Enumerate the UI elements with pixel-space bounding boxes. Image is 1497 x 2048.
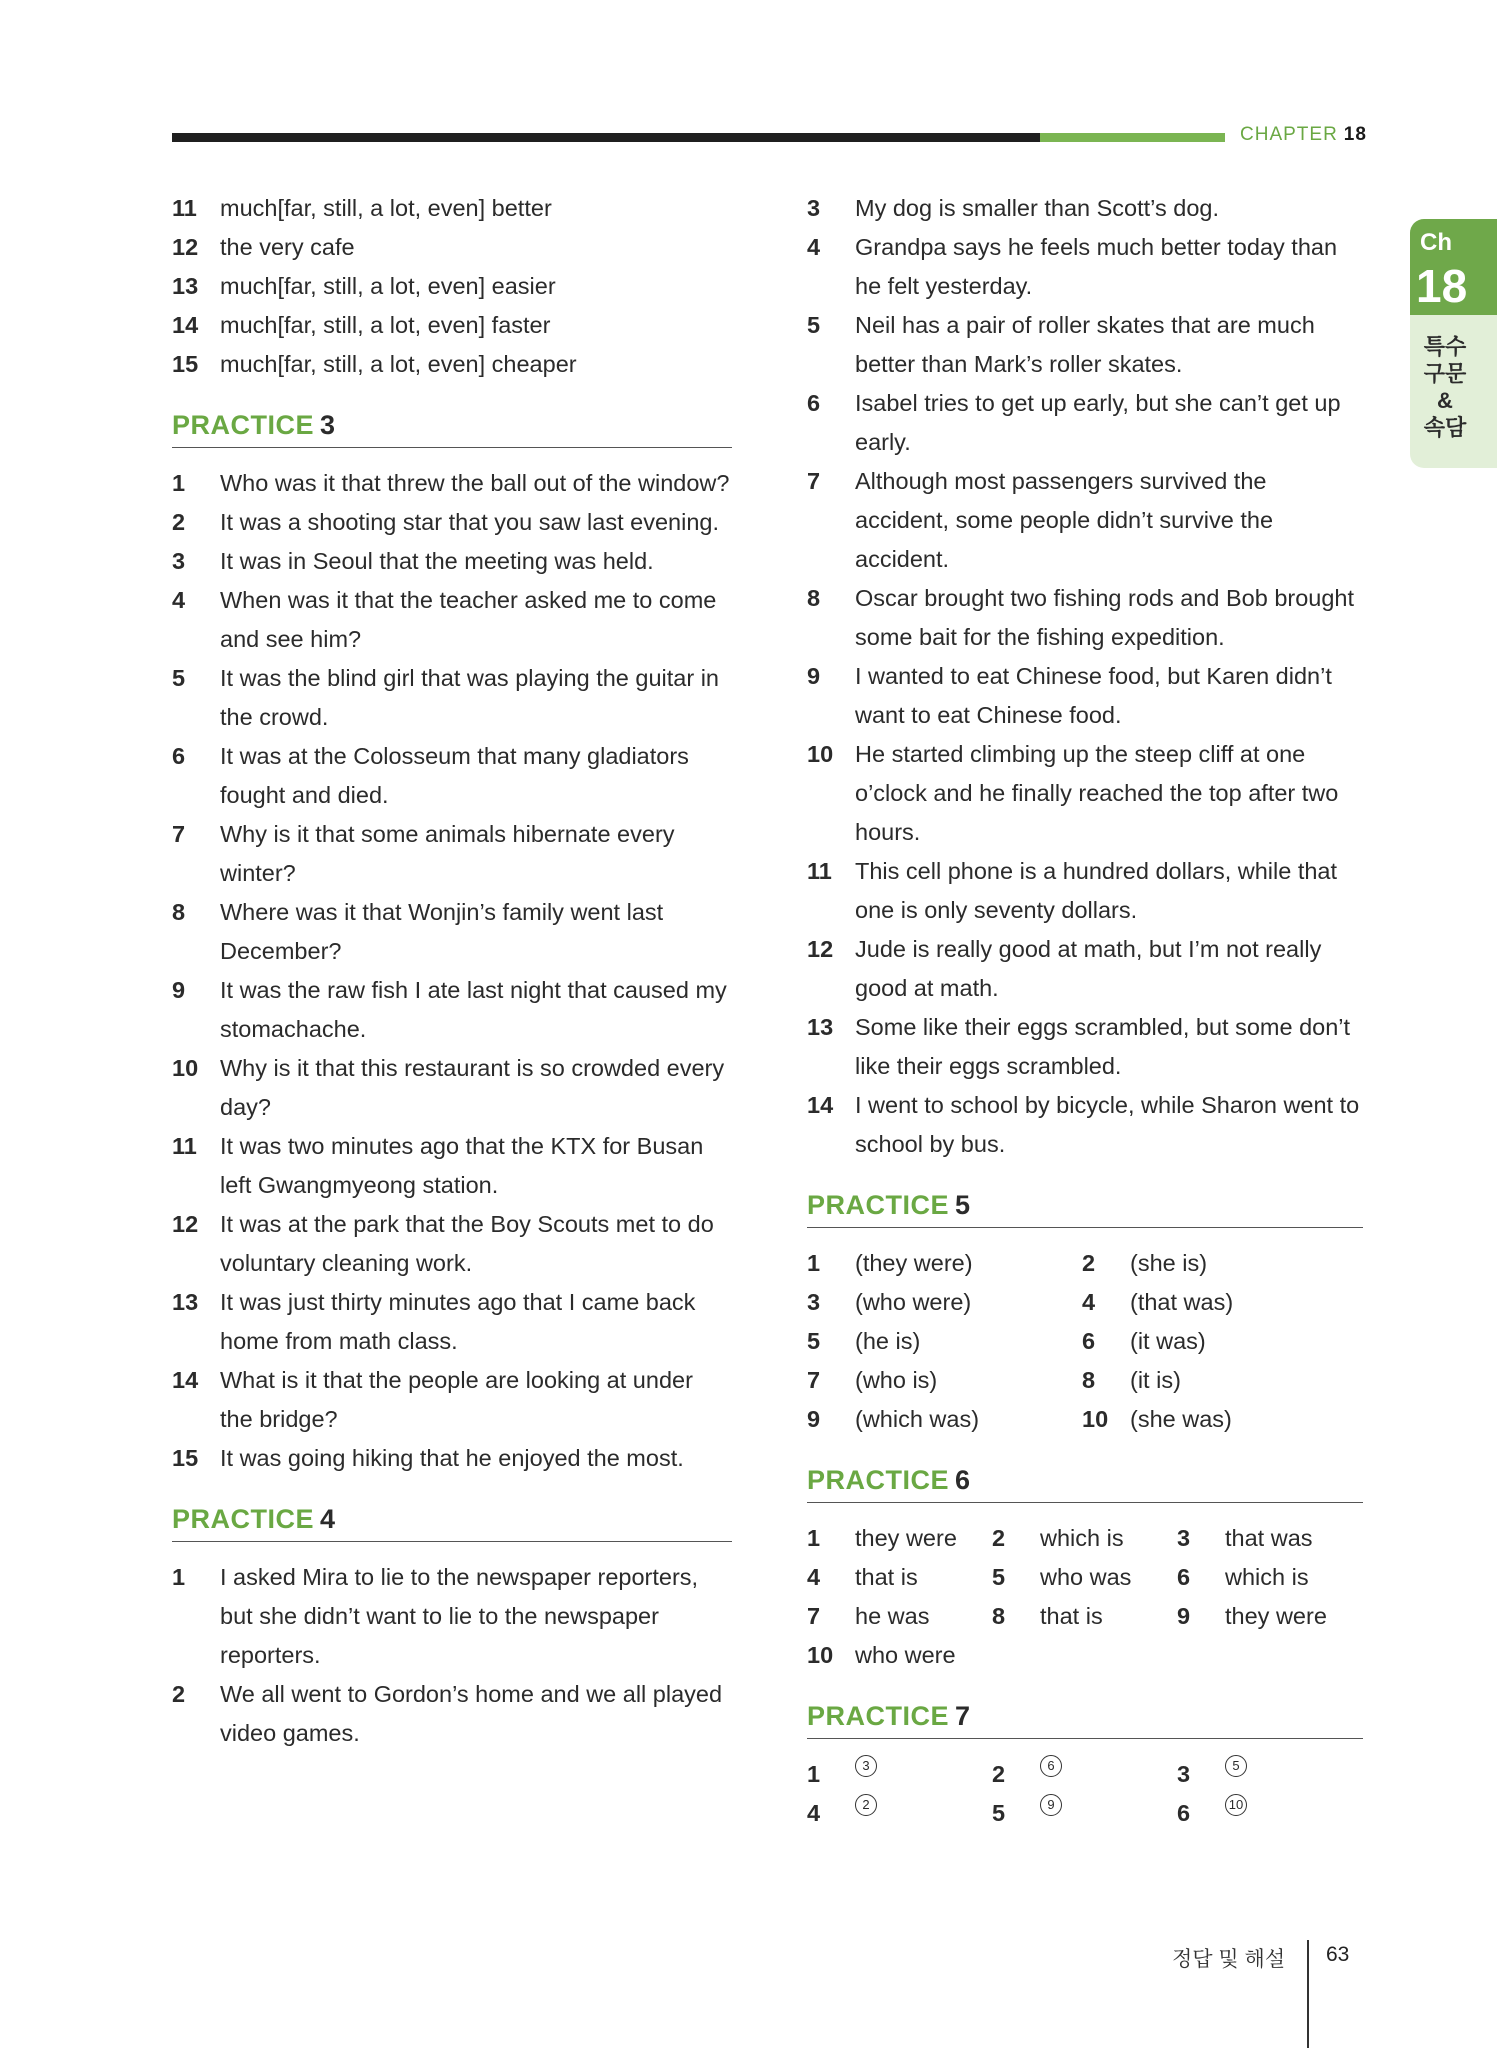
item-text: When was it that the teacher asked me to come and see him? [220, 587, 717, 652]
answer-cell [807, 1597, 992, 1636]
list-item [807, 930, 1363, 1008]
item-number: 8 [1082, 1367, 1096, 1393]
item-number: 2 [172, 1681, 186, 1707]
item-text: It was the raw fish I ate last night that caused my stomachache. [220, 977, 727, 1042]
circled-answer: 10 [1225, 1794, 1247, 1816]
list-item [807, 579, 1363, 657]
chapter-side-tab[interactable] [1410, 219, 1497, 468]
list-item [172, 189, 732, 228]
item-text: (which was) [855, 1406, 980, 1432]
item-text: It was going hiking that he enjoyed the most. [220, 1445, 684, 1471]
item-number: 3 [172, 548, 186, 574]
item-text: It was just thirty minutes ago that I came back home from math class. [220, 1289, 696, 1354]
answer-cell [807, 1361, 1082, 1400]
practice-7-heading [807, 1701, 1363, 1739]
list-item [172, 503, 732, 542]
list-item [172, 1361, 732, 1439]
item-number: 1 [807, 1761, 821, 1787]
answer-cell [807, 1283, 1082, 1322]
item-number: 13 [807, 1014, 834, 1040]
item-text: he was [855, 1603, 930, 1629]
side-tab-ch: Ch [1420, 229, 1452, 256]
item-number: 4 [807, 1800, 821, 1826]
side-tab-label: 특수 구문 & 속담 [1423, 334, 1467, 440]
list-item [172, 542, 732, 581]
answer-cell [807, 1794, 992, 1833]
item-number: 1 [172, 1564, 186, 1590]
item-text: that was [1225, 1525, 1313, 1551]
answer-cell [807, 1755, 992, 1794]
item-text: who was [1040, 1564, 1132, 1590]
item-text: (it is) [1130, 1367, 1181, 1393]
item-text: which is [1225, 1564, 1309, 1590]
practice-word: PRACTICE [807, 1701, 950, 1731]
item-number: 6 [1177, 1564, 1191, 1590]
practice-3-heading [172, 410, 732, 448]
practice-5-section [807, 1190, 1363, 1439]
item-number: 7 [807, 1367, 821, 1393]
item-number: 3 [1177, 1761, 1191, 1787]
item-text: It was a shooting star that you saw last evening. [220, 509, 719, 535]
item-text: He started climbing up the steep cliff at one o’clock and he finally reached the top after two hours. [855, 741, 1339, 845]
item-text: they were [1225, 1603, 1327, 1629]
item-text: who were [855, 1642, 956, 1668]
item-text: I asked Mira to lie to the newspaper reporters, but she didn’t want to lie to the newspaper reporters. [220, 1564, 699, 1668]
item-number: 9 [1177, 1603, 1191, 1629]
answer-cell [807, 1636, 992, 1675]
answer-cell [1082, 1322, 1357, 1361]
answer-list [172, 189, 732, 384]
item-text: (she was) [1130, 1406, 1232, 1432]
item-number: 12 [172, 1211, 199, 1237]
item-number: 13 [172, 273, 199, 299]
answer-cell [807, 1322, 1082, 1361]
circled-answer: 3 [855, 1755, 877, 1777]
item-text: (that was) [1130, 1289, 1234, 1315]
item-number: 5 [992, 1564, 1006, 1590]
item-text: Where was it that Wonjin’s family went last December? [220, 899, 664, 964]
answer-cell [1177, 1794, 1362, 1833]
list-item [172, 971, 732, 1049]
item-number: 5 [172, 665, 186, 691]
item-number: 5 [807, 1328, 821, 1354]
list-item [807, 306, 1363, 384]
header-rule-dark [172, 133, 1040, 142]
practice-number: 6 [955, 1465, 971, 1495]
item-number: 5 [807, 312, 821, 338]
list-item [172, 1558, 732, 1675]
chapter-number: 18 [1343, 124, 1367, 145]
answer-cell [807, 1519, 992, 1558]
item-number: 13 [172, 1289, 199, 1315]
item-text: It was in Seoul that the meeting was held. [220, 548, 654, 574]
answer-cell [807, 1244, 1082, 1283]
right-column [807, 189, 1363, 1833]
item-number: 3 [807, 195, 821, 221]
item-text: Jude is really good at math, but I’m not really good at math. [855, 936, 1322, 1001]
item-number: 1 [172, 470, 186, 496]
item-number: 10 [807, 741, 834, 767]
item-number: 1 [807, 1250, 821, 1276]
list-item [172, 1205, 732, 1283]
left-column [172, 189, 732, 1753]
item-number: 9 [807, 1406, 821, 1432]
item-text: Why is it that this restaurant is so crowded every day? [220, 1055, 725, 1120]
item-text: Who was it that threw the ball out of the window? [220, 470, 730, 496]
list-item [172, 464, 732, 503]
circled-answer: 5 [1225, 1755, 1247, 1777]
item-text: Neil has a pair of roller skates that are much better than Mark’s roller skates. [855, 312, 1315, 377]
item-text: much[far, still, a lot, even] easier [220, 273, 556, 299]
side-tab-header [1410, 219, 1497, 315]
answer-cell [807, 1558, 992, 1597]
list-item [172, 228, 732, 267]
item-number: 4 [807, 234, 821, 260]
list-item [172, 267, 732, 306]
list-item [172, 1675, 732, 1753]
practice-word: PRACTICE [807, 1465, 950, 1495]
item-text: Oscar brought two fishing rods and Bob brought some bait for the fishing expedition. [855, 585, 1355, 650]
item-number: 6 [172, 743, 186, 769]
practice-number: 7 [955, 1701, 971, 1731]
item-number: 6 [807, 390, 821, 416]
practice-5-heading [807, 1190, 1363, 1228]
item-number: 4 [807, 1564, 821, 1590]
practice-number: 4 [320, 1504, 336, 1534]
answer-cell [1082, 1244, 1357, 1283]
circled-answer: 2 [855, 1794, 877, 1816]
item-number: 2 [992, 1525, 1006, 1551]
answer-cell [807, 1400, 1082, 1439]
answer-cell [1177, 1755, 1362, 1794]
item-number: 8 [807, 585, 821, 611]
practice-word: PRACTICE [172, 410, 315, 440]
list-item [807, 1086, 1363, 1164]
item-number: 8 [172, 899, 186, 925]
list-item [172, 815, 732, 893]
item-number: 2 [172, 509, 186, 535]
answer-cell [1082, 1400, 1357, 1439]
item-number: 3 [807, 1289, 821, 1315]
item-text: Grandpa says he feels much better today than he felt yesterday. [855, 234, 1338, 299]
list-item [807, 852, 1363, 930]
item-number: 4 [1082, 1289, 1096, 1315]
list-item [807, 462, 1363, 579]
item-number: 1 [807, 1525, 821, 1551]
list-item [807, 657, 1363, 735]
item-number: 7 [172, 821, 186, 847]
item-number: 2 [992, 1761, 1006, 1787]
item-text: that is [855, 1564, 918, 1590]
practice-7-grid [807, 1755, 1363, 1833]
list-item [172, 306, 732, 345]
item-text: (who were) [855, 1289, 972, 1315]
circled-answer: 6 [1040, 1755, 1062, 1777]
list-item [172, 581, 732, 659]
item-text: I went to school by bicycle, while Sharon went to school by bus. [855, 1092, 1360, 1157]
item-text: much[far, still, a lot, even] faster [220, 312, 551, 338]
item-text: the very cafe [220, 234, 355, 260]
item-number: 6 [1082, 1328, 1096, 1354]
list-item [172, 893, 732, 971]
list-item [172, 1439, 732, 1478]
item-text: (he is) [855, 1328, 921, 1354]
practice-7-section [807, 1701, 1363, 1833]
circled-answer: 9 [1040, 1794, 1062, 1816]
answer-cell [1082, 1361, 1357, 1400]
item-text: Some like their eggs scrambled, but some don’t like their eggs scrambled. [855, 1014, 1351, 1079]
item-number: 15 [172, 1445, 199, 1471]
item-number: 11 [807, 858, 832, 884]
list-item [172, 659, 732, 737]
answer-list-continued [807, 189, 1363, 1164]
answer-cell [1177, 1519, 1362, 1558]
item-number: 8 [992, 1603, 1006, 1629]
item-text: much[far, still, a lot, even] better [220, 195, 552, 221]
item-number: 9 [807, 663, 821, 689]
practice-5-grid [807, 1244, 1363, 1439]
practice-word: PRACTICE [807, 1190, 950, 1220]
practice-4-section [172, 1504, 732, 1753]
header-rule-green [1040, 133, 1225, 142]
list-item [172, 1127, 732, 1205]
answer-cell [992, 1755, 1177, 1794]
item-text: What is it that the people are looking at under the bridge? [220, 1367, 693, 1432]
item-number: 6 [1177, 1800, 1191, 1826]
practice-6-grid [807, 1519, 1363, 1675]
item-text: It was at the Colosseum that many gladiators fought and died. [220, 743, 689, 808]
list-item [807, 228, 1363, 306]
footer-label: 정답 및 해설 [1172, 1948, 1286, 1971]
list-item [807, 189, 1363, 228]
item-number: 12 [172, 234, 199, 260]
item-number: 14 [172, 1367, 199, 1393]
answer-cell [992, 1519, 1177, 1558]
item-text: We all went to Gordon’s home and we all played video games. [220, 1681, 723, 1746]
list-item [172, 345, 732, 384]
item-text: Although most passengers survived the accident, some people didn’t survive the accident. [855, 468, 1274, 572]
answer-cell [992, 1794, 1177, 1833]
side-tab-number: 18 [1416, 260, 1468, 312]
list-item [172, 737, 732, 815]
item-number: 12 [807, 936, 834, 962]
item-number: 11 [172, 1133, 197, 1159]
practice-number: 3 [320, 410, 336, 440]
chapter-label [1240, 124, 1367, 146]
item-text: I wanted to eat Chinese food, but Karen didn’t want to eat Chinese food. [855, 663, 1332, 728]
list-item [172, 1049, 732, 1127]
answer-cell [992, 1558, 1177, 1597]
list-item [807, 384, 1363, 462]
item-text: It was at the park that the Boy Scouts met to do voluntary cleaning work. [220, 1211, 714, 1276]
list-item [807, 735, 1363, 852]
item-number: 14 [172, 312, 199, 338]
item-text: Isabel tries to get up early, but she can’t get up early. [855, 390, 1341, 455]
item-number: 15 [172, 351, 199, 377]
item-text: that is [1040, 1603, 1103, 1629]
item-number: 7 [807, 468, 821, 494]
practice-4-heading [172, 1504, 732, 1542]
practice-word: PRACTICE [172, 1504, 315, 1534]
item-text: they were [855, 1525, 957, 1551]
practice-number: 5 [955, 1190, 971, 1220]
chapter-word: CHAPTER [1240, 124, 1338, 145]
item-text: (they were) [855, 1250, 973, 1276]
item-text: It was the blind girl that was playing the guitar in the crowd. [220, 665, 719, 730]
answer-cell [1177, 1597, 1362, 1636]
item-number: 4 [172, 587, 186, 613]
answer-cell [992, 1597, 1177, 1636]
page-number: 63 [1326, 1943, 1350, 1966]
item-text: My dog is smaller than Scott’s dog. [855, 195, 1219, 221]
item-number: 14 [807, 1092, 834, 1118]
practice-3-section [172, 410, 732, 1478]
practice-6-heading [807, 1465, 1363, 1503]
item-text: This cell phone is a hundred dollars, while that one is only seventy dollars. [855, 858, 1338, 923]
footer-divider [1307, 1940, 1309, 2048]
list-item [172, 1283, 732, 1361]
item-number: 7 [807, 1603, 821, 1629]
practice-4-list [172, 1558, 732, 1753]
item-text: Why is it that some animals hibernate every winter? [220, 821, 675, 886]
item-text: (it was) [1130, 1328, 1206, 1354]
item-number: 11 [172, 195, 197, 221]
item-number: 5 [992, 1800, 1006, 1826]
item-number: 10 [172, 1055, 199, 1081]
answer-cell [1082, 1283, 1357, 1322]
item-text: much[far, still, a lot, even] cheaper [220, 351, 577, 377]
item-text: which is [1040, 1525, 1124, 1551]
practice-3-list [172, 464, 732, 1478]
item-text: It was two minutes ago that the KTX for Busan left Gwangmyeong station. [220, 1133, 704, 1198]
item-text: (who is) [855, 1367, 938, 1393]
item-number: 2 [1082, 1250, 1096, 1276]
practice-6-section [807, 1465, 1363, 1675]
item-number: 10 [1082, 1406, 1109, 1432]
item-number: 3 [1177, 1525, 1191, 1551]
list-item [807, 1008, 1363, 1086]
item-number: 9 [172, 977, 186, 1003]
answer-cell [1177, 1558, 1362, 1597]
item-text: (she is) [1130, 1250, 1208, 1276]
item-number: 10 [807, 1642, 834, 1668]
